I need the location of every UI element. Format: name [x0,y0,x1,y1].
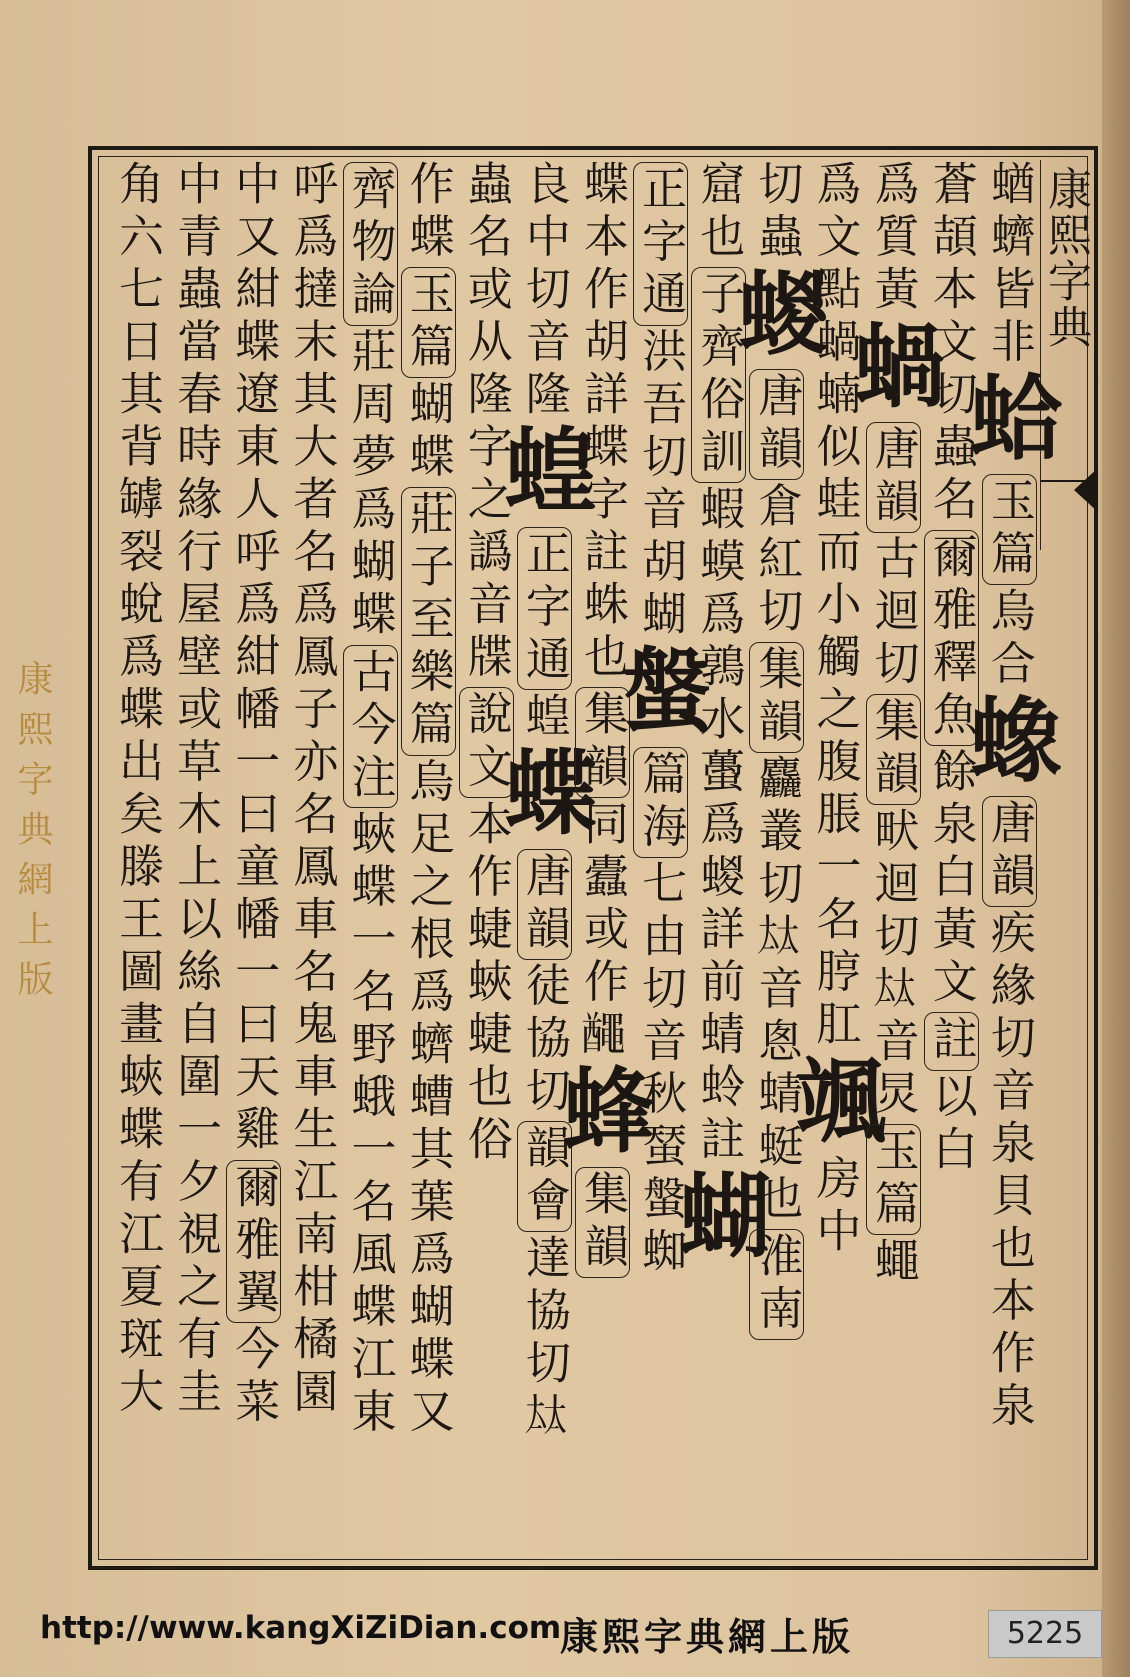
source-citation: 玉篇 [866,1124,921,1235]
definition-text: 達協切𡘋 [517,1234,571,1444]
headword: 颯 [780,1052,889,1155]
source-citation: 爾雅釋魚 [924,530,979,746]
definition-text: 中又紺蝶遼東人呼爲紺幡一曰童幡一曰天雞 [227,160,281,1158]
definition-text: 本作蜨蛺蜨也俗 [459,800,513,1168]
source-citation: 唐韻 [866,422,921,533]
text-column [489,160,598,1550]
definition-text: 蟲名或从隆字之譌音牒 [459,160,513,685]
definition-text: 七由切音秋蝅螌蜘 [634,859,688,1280]
text-column [282,160,340,1550]
definition-text: 倉紅切 [750,482,804,640]
definition-text: 同蠹或作𪓰 [576,800,629,1063]
source-citation: 淮南 [749,1229,804,1340]
source-citation: 韻會 [517,1121,572,1232]
source-citation: 莊子至樂篇 [401,487,456,756]
source-citation: 古今注 [343,645,398,809]
source-citation: 玉篇 [401,267,456,378]
definition-text: 良中切音隆 [517,160,571,423]
definition-text: 烏合 [982,587,1036,692]
headword: 蝴 [664,1167,773,1270]
text-column [341,160,399,1550]
source-citation: 集韻 [575,687,630,798]
source-citation: 篇海 [633,747,688,858]
text-column [457,160,515,1550]
headword: 蟓 [954,692,1063,794]
definition-text: 蝗 [517,692,571,745]
source-citation: 註 [924,1012,979,1071]
definition-text: 爲文點 [808,160,862,318]
source-citation: 集韻 [866,694,921,805]
source-citation: 玉篇 [982,474,1037,585]
source-citation: 集韻 [575,1167,630,1278]
text-column [664,160,773,1550]
source-citation: 唐韻 [982,796,1037,907]
definition-text: 蝸蝻似蛙而小觸之腹脹一名脝肛 [808,317,862,1053]
definition-text: 烏足之根爲蠐螬其葉爲蝴蝶又 [401,757,455,1440]
definition-text: 莊周夢爲蝴蝶 [343,327,397,643]
headword: 蝬 [722,265,831,367]
definition-text: 爲質黃 [866,160,920,318]
definition-text: 古迴切 [866,534,920,692]
headword: 蛤 [954,370,1063,472]
source-citation: 唐韻 [517,849,572,960]
text-column [399,160,457,1550]
site-url-link[interactable]: http://www.kangXiZiDian.com [40,1610,562,1646]
adjacent-leaf-edge [1102,0,1130,1677]
text-column [922,160,980,1550]
definition-text: 蒼頡本文切蟲名 [924,160,978,528]
headword: 蝶 [489,744,598,847]
headword: 蜂 [548,1062,656,1165]
text-column [166,160,224,1550]
source-citation: 說文 [459,687,514,798]
source-citation: 爾雅翼 [226,1160,281,1324]
dictionary-text-columns [108,160,1063,1550]
footer-title: 康熙字典網上版 [560,1614,855,1659]
text-column [838,160,947,1550]
definition-text: 窟也 [692,160,746,265]
definition-text: 麤叢切𡘋音悤蜻蜓也 [750,754,804,1227]
source-citation: 正字通 [517,527,572,691]
source-citation: 正字通 [633,162,688,326]
text-column [224,160,282,1550]
page-number-badge: 5225 [988,1610,1102,1658]
definition-text: 房中 [808,1154,862,1260]
source-citation: 齊物論 [343,162,398,326]
running-title: 康熙字典 [1040,166,1091,350]
source-citation: 集韻 [749,642,804,753]
definition-text: 蝤蠐皆非 [982,160,1036,370]
text-column [606,160,715,1550]
definition-text: 畎迴切𡘋音炅 [866,807,920,1122]
text-column [548,160,656,1550]
definition-text: 蠅 [866,1237,920,1290]
definition-text: 作蝶 [401,160,455,265]
definition-text: 蝴蝶 [401,380,455,485]
definition-text: 蛺蝶一名野蛾一名風蝶江東 [343,810,397,1440]
definition-text: 疾緣切音泉貝也本作泉 [982,909,1036,1434]
fish-tail-mark [1074,468,1098,512]
definition-text: 以白 [924,1072,978,1178]
text-column [108,160,166,1550]
definition-text: 洪吾切音胡蝴 [634,327,688,643]
headword: 螌 [606,642,715,745]
definition-text: 餘泉白黃文 [924,747,978,1010]
definition-text: 角六七日其背罅裂蛻爲蝶出矣滕王圖畫蛺蝶有江夏斑大 [111,160,164,1420]
definition-text: 今菜 [227,1325,281,1430]
text-column [722,160,831,1550]
definition-text: 蝦蟆爲鶉水蠆爲蝬詳前蜻蛉註 [692,485,746,1168]
definition-text: 中青蟲當春時緣行屋壁或草木上以絲自圍一夕視之有圭 [169,160,223,1420]
footer-bar [0,1600,1130,1677]
side-watermark-label: 康熙字典網上版 [12,660,53,1010]
text-column [954,160,1063,1550]
headword: 蝗 [489,422,598,525]
definition-text: 徒協切 [517,961,571,1119]
source-citation: 唐韻 [749,369,804,480]
headword: 蝸 [838,317,947,420]
definition-text: 切蟲 [750,160,804,265]
source-citation: 子齊俗訓 [691,267,746,483]
definition-text: 呼爲撻末其大者名爲鳳子亦名鳳車名鬼車生江南柑橘園 [285,160,339,1420]
definition-text: 蝶本作胡詳蝶字註蛛也 [576,160,629,685]
